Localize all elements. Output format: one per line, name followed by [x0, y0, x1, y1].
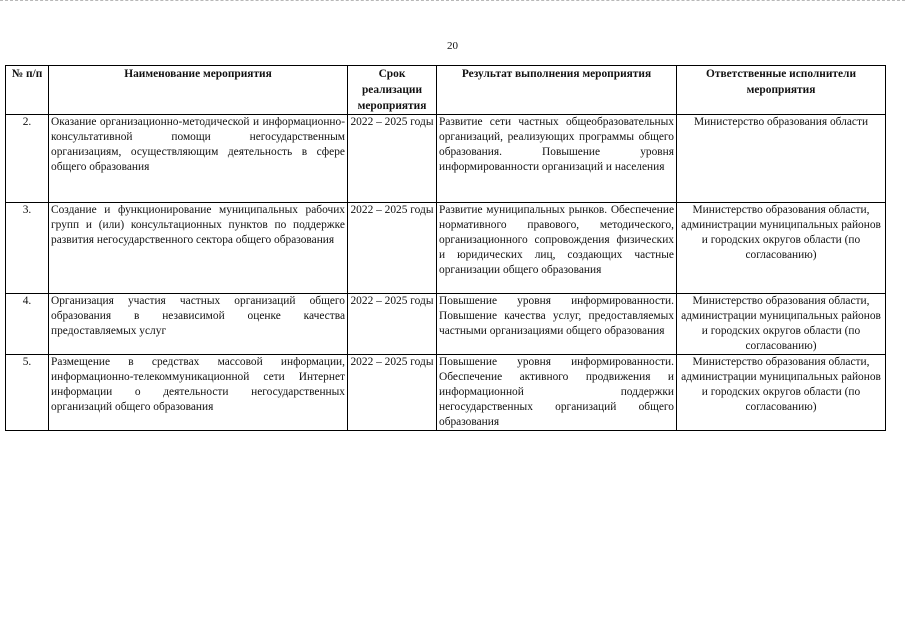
activity-responsible: Министерство образования области, администрации муниципальных районов и городских округов области (по согласованию) [677, 294, 886, 355]
row-number: 2. [6, 115, 49, 203]
activity-responsible: Министерство образования области [677, 115, 886, 203]
activity-responsible: Министерство образования области, администрации муниципальных районов и городских округов области (по согласованию) [677, 355, 886, 431]
activity-name: Размещение в средствах массовой информации, информационно-телекоммуникационной сети Интернет информации о деятельности негосударственных организаций общего образования [49, 355, 348, 431]
table-row [6, 115, 886, 203]
activity-term: 2022 – 2025 годы [348, 115, 437, 203]
header-term: Срок реализации мероприятия [348, 66, 437, 115]
row-number: 5. [6, 355, 49, 431]
activity-term: 2022 – 2025 годы [348, 203, 437, 294]
header-responsible: Ответственные исполнители мероприятия [677, 66, 886, 115]
activity-result: Повышение уровня информированности. Повышение качества услуг, предоставляемых частными организациями общего образования [437, 294, 677, 355]
activity-term: 2022 – 2025 годы [348, 294, 437, 355]
activity-responsible: Министерство образования области, администрации муниципальных районов и городских округов области (по согласованию) [677, 203, 886, 294]
activity-name: Организация участия частных организаций общего образования в независимой оценке качества предоставляемых услуг [49, 294, 348, 355]
table-header-row [6, 66, 886, 115]
header-name: Наименование мероприятия [49, 66, 348, 115]
scan-top-edge [0, 0, 905, 2]
table-row [6, 355, 886, 431]
row-number: 3. [6, 203, 49, 294]
header-num: № п/п [6, 66, 49, 115]
activities-table [5, 65, 886, 431]
header-result: Результат выполнения мероприятия [437, 66, 677, 115]
activity-term: 2022 – 2025 годы [348, 355, 437, 431]
activity-result: Развитие муниципальных рынков. Обеспечение нормативного правового, методического, организационного сопровождения физических и юридических лиц, создающих частные организации общего образования [437, 203, 677, 294]
table-row [6, 294, 886, 355]
row-number: 4. [6, 294, 49, 355]
activity-result: Повышение уровня информированности. Обеспечение активного продвижения и информационной поддержки негосударственных организаций общего образования [437, 355, 677, 431]
page-number: 20 [447, 40, 458, 52]
activity-name: Создание и функционирование муниципальных рабочих групп и (или) консультационных пунктов по поддержке развития негосударственного сектора общего образования [49, 203, 348, 294]
table-row [6, 203, 886, 294]
activity-name: Оказание организационно-методической и информационно-консультативной помощи негосударственным организациям, осуществляющим деятельность в сфере общего образования [49, 115, 348, 203]
activity-result: Развитие сети частных общеобразовательных организаций, реализующих программы общего образования. Повышение уровня информированности организаций и населения [437, 115, 677, 203]
